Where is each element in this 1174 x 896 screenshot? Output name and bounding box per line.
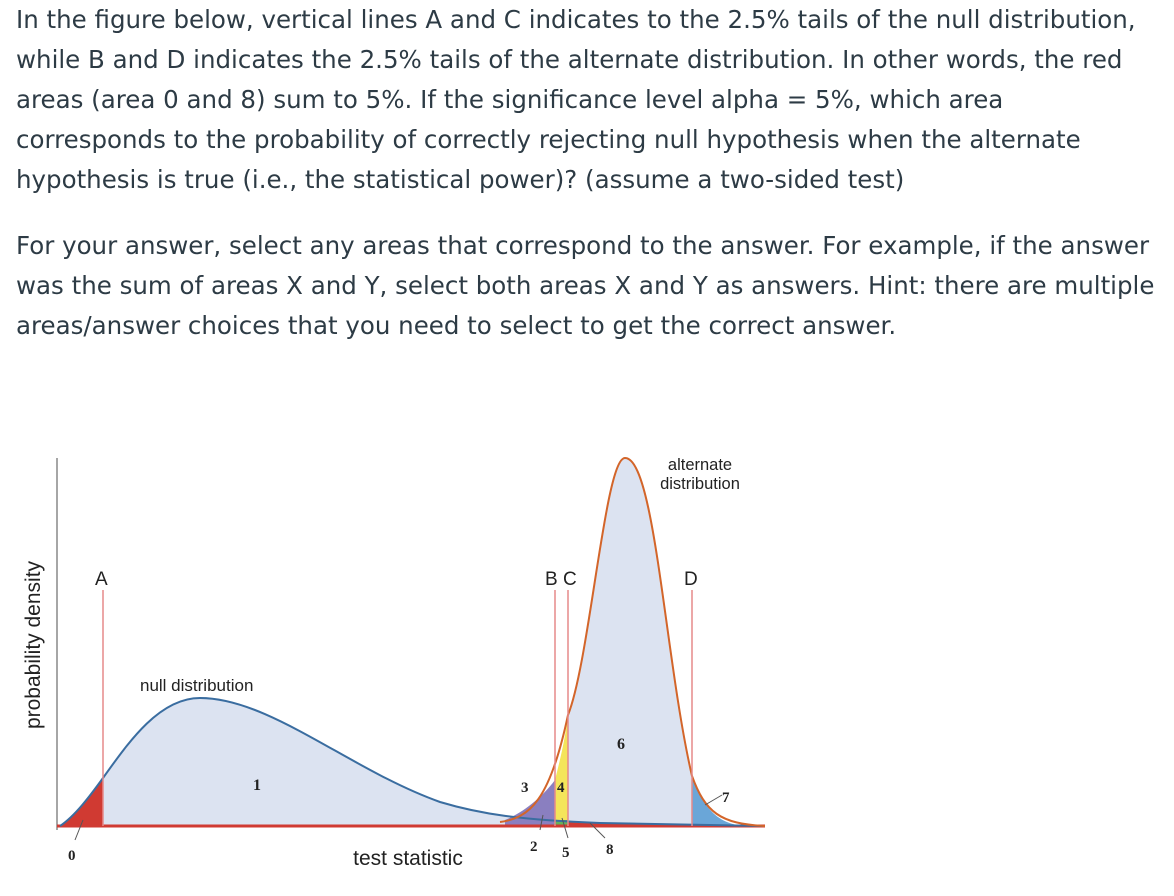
x-axis-label: test statistic <box>353 847 463 870</box>
question-paragraph-1: In the figure below, vertical lines A and C indicates to the 2.5% tails of the null distribution, while B and D indicates the 2.5% tails of the alternate distribution. In other words, the red areas (area 0 and 8) sum to 5%. If the significance level alpha = 5%, which area corresponds to the probability of correctly rejecting null hypothesis when the alternate hypothesis is true (i.e., the statistical power)? (assume a two-sided test) <box>16 5 1136 194</box>
area-label-8: 8 <box>606 842 614 858</box>
question-text <box>16 0 1156 346</box>
line-label-d: D <box>684 569 698 590</box>
alternate-distribution-fill <box>568 458 692 826</box>
area-label-6: 6 <box>617 736 625 753</box>
area-label-5: 5 <box>562 845 570 861</box>
area-label-1: 1 <box>253 777 261 794</box>
y-axis-label: probability density <box>22 560 45 730</box>
area-label-3: 3 <box>521 780 529 796</box>
area-7-fill <box>692 776 745 826</box>
null-distribution-label: null distribution <box>140 676 254 695</box>
alternate-distribution-label-line1: alternate <box>667 456 733 474</box>
area-label-2: 2 <box>530 839 538 855</box>
area-7-leader <box>705 795 722 805</box>
area-label-7: 7 <box>722 790 730 806</box>
distribution-diagram <box>0 440 800 890</box>
line-label-bc: B C <box>545 569 577 590</box>
alternate-distribution-label-line2: distribution <box>660 475 740 493</box>
null-distribution-fill <box>103 698 555 826</box>
area-label-4: 4 <box>557 780 565 796</box>
area-4-fill <box>555 715 568 822</box>
question-paragraph-2: For your answer, select any areas that correspond to the answer. For example, if the answer was the sum of areas X and Y, select both areas X and Y as answers. Hint: there are multiple areas/answer choices that you need to select to get the correct answer. <box>16 231 1155 340</box>
power-figure <box>0 440 800 895</box>
line-label-a: A <box>95 569 108 590</box>
area-label-0: 0 <box>68 848 76 864</box>
